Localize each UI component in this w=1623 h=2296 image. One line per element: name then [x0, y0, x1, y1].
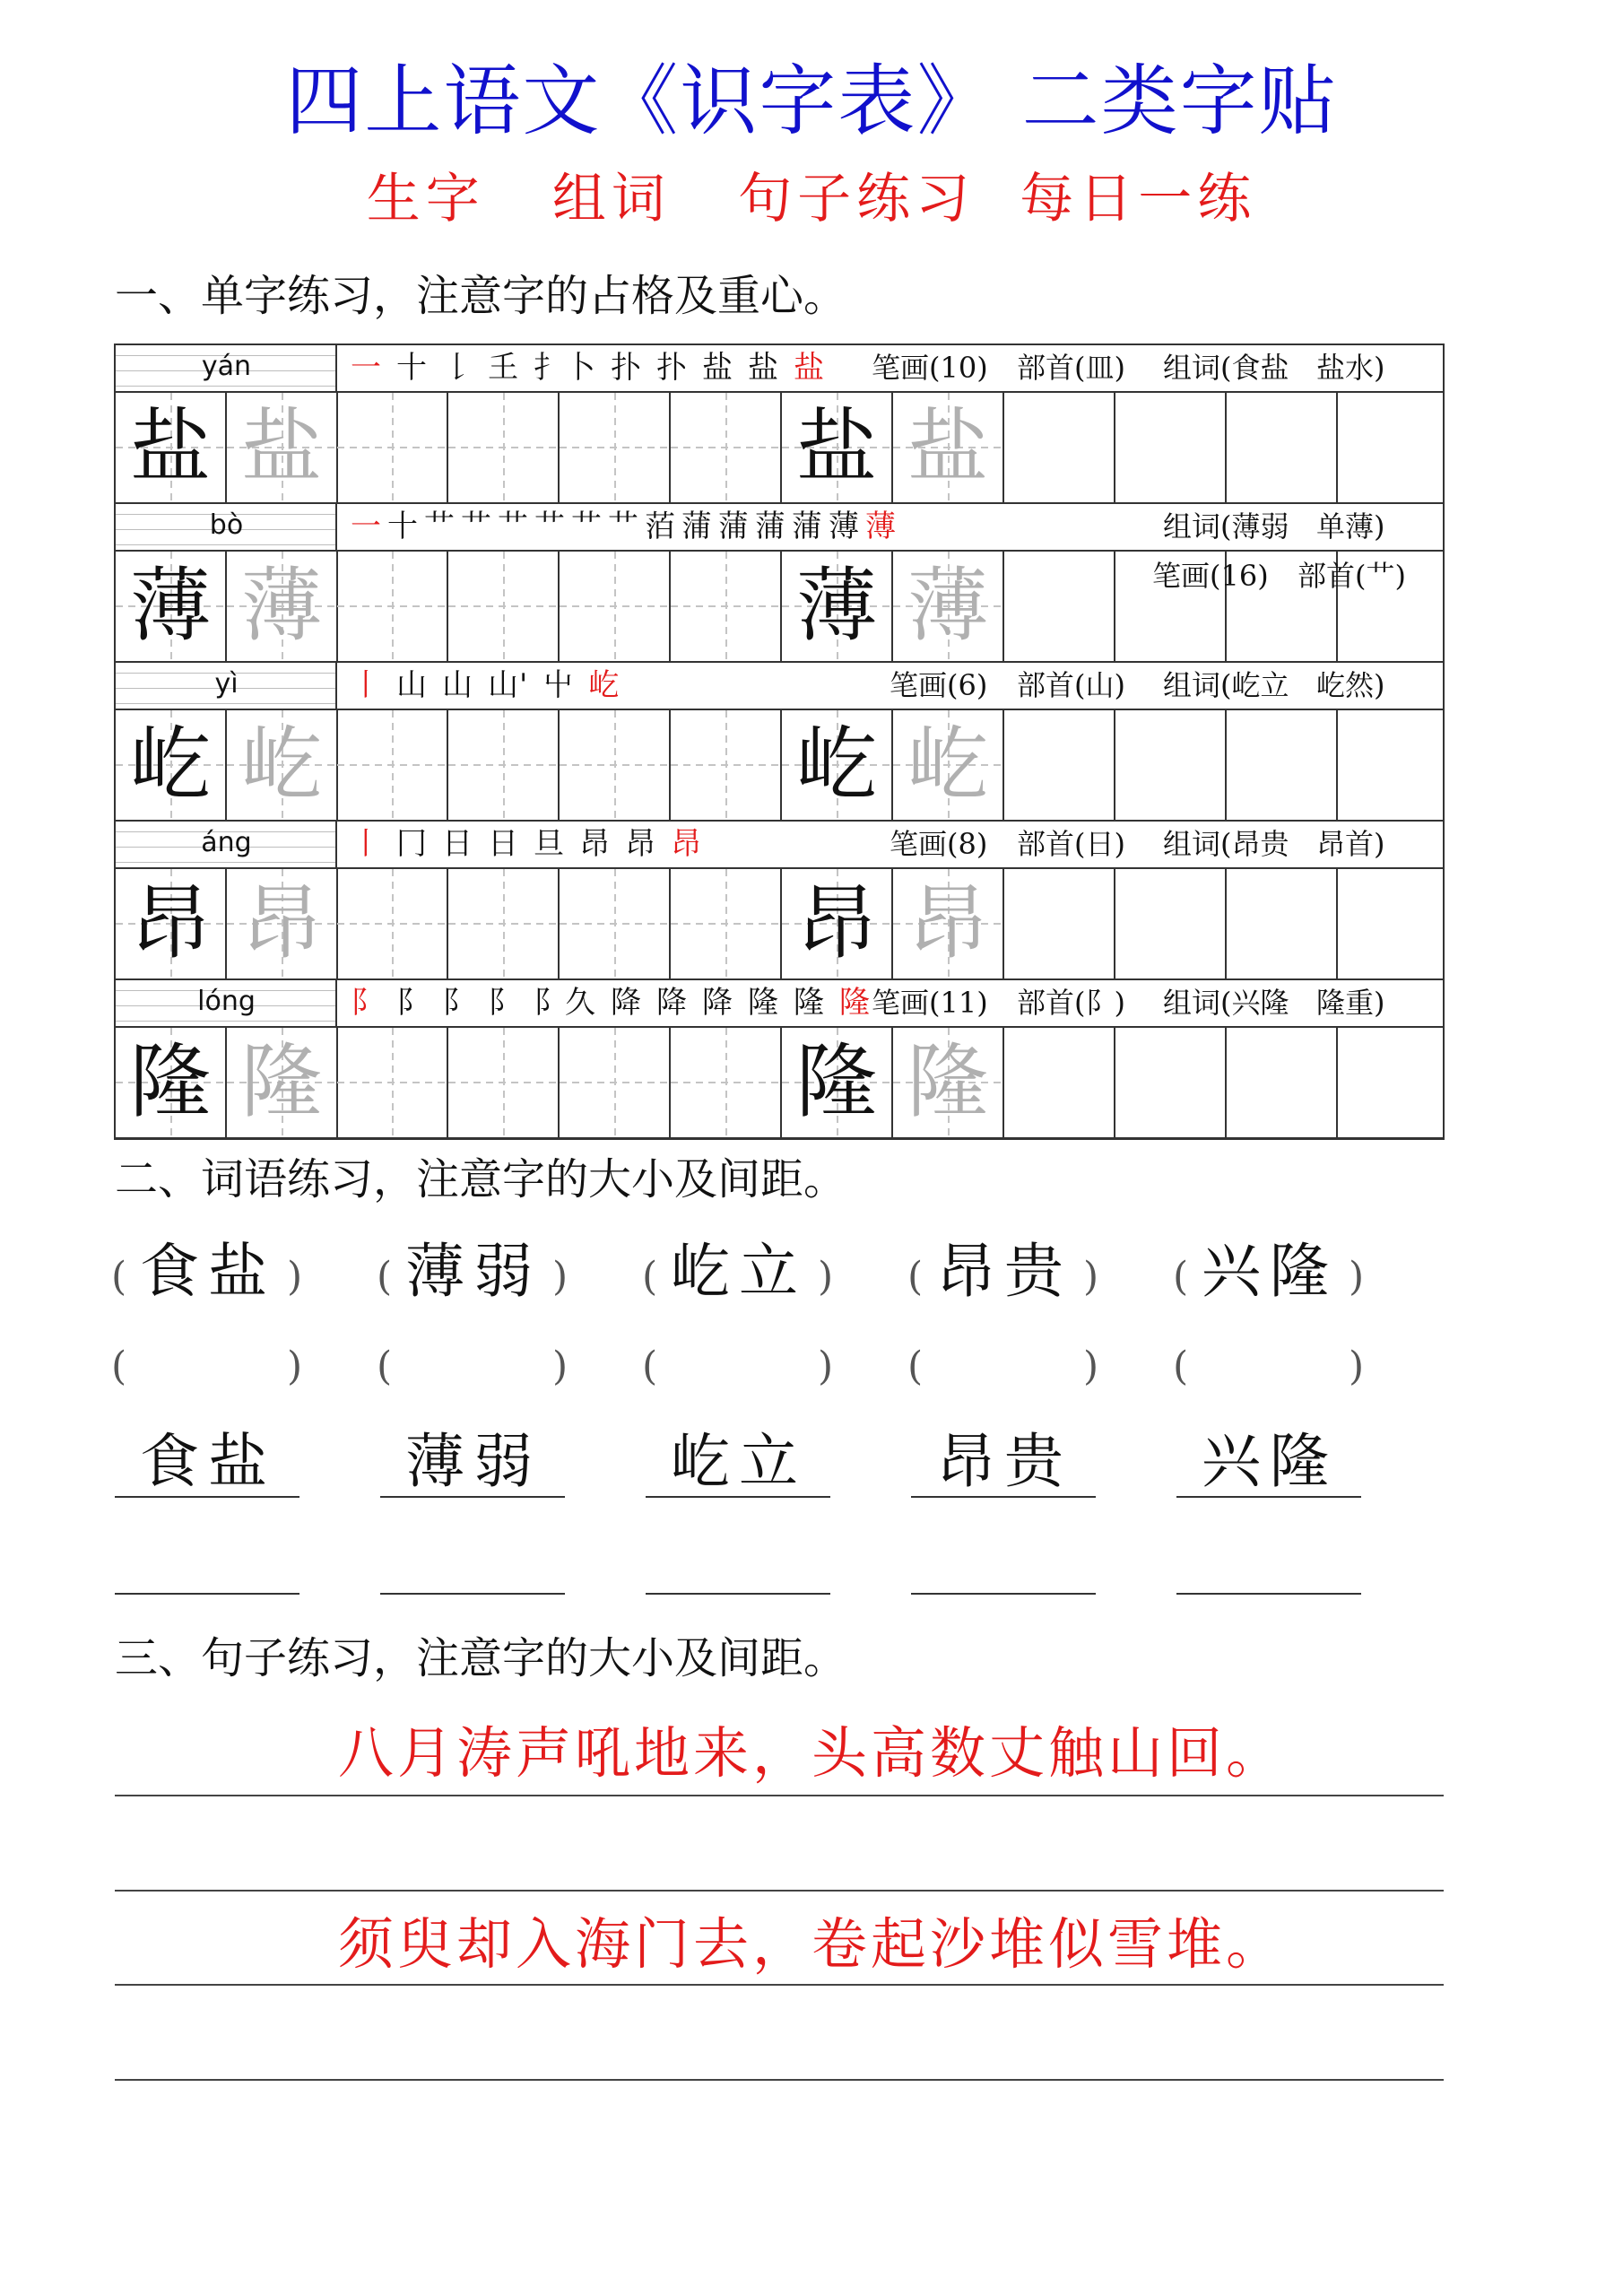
close-paren: )	[1083, 1344, 1099, 1389]
character-practice-grid	[114, 344, 1445, 1140]
model-character: 隆	[796, 1035, 877, 1129]
stroke-step: 艹	[534, 509, 566, 544]
practice-cell[interactable]	[337, 393, 448, 502]
words-label: 组词(昂贵 昂首)	[1163, 827, 1385, 861]
radical-label: 部首(艹)	[1298, 559, 1406, 593]
stroke-step: 丨	[351, 826, 382, 862]
stroke-step: 阝	[351, 985, 382, 1021]
practice-cell[interactable]	[782, 710, 893, 820]
practice-cell[interactable]	[448, 869, 560, 978]
pinyin-label: lóng	[197, 986, 256, 1017]
model-character: 昂	[130, 876, 211, 970]
word-in-paren: 薄弱	[405, 1237, 542, 1306]
stroke-count-label: 笔画(10)	[872, 351, 988, 385]
close-paren: )	[1083, 1254, 1099, 1300]
page-title: 四上语文《识字表》 二类字贴	[285, 57, 1338, 146]
stroke-step: 盐	[794, 350, 825, 386]
model-character: 薄	[130, 559, 211, 653]
words-label: 组词(薄弱 单薄)	[1163, 509, 1385, 544]
word-on-line: 薄弱	[405, 1427, 542, 1496]
stroke-step: 蒲	[718, 509, 750, 544]
stroke-count-label: 笔画(11)	[872, 986, 988, 1020]
stroke-step: 艹	[461, 509, 492, 544]
stroke-step: 艹	[424, 509, 456, 544]
sentence-2: 须臾却入海门去，卷起沙堆似雪堆。	[337, 1911, 1285, 1977]
stroke-count-label: 笔画(6)	[890, 668, 988, 702]
practice-cell[interactable]	[337, 869, 448, 978]
practice-cell[interactable]	[116, 552, 227, 661]
stroke-step: 盐	[748, 350, 779, 386]
practice-cell[interactable]	[560, 869, 671, 978]
stroke-step: 山	[396, 667, 428, 703]
close-paren: )	[552, 1254, 568, 1300]
stroke-step: 𡈼	[488, 350, 519, 386]
open-paren: (	[377, 1254, 393, 1300]
pinyin-label: áng	[201, 827, 252, 858]
stroke-step: 降	[656, 985, 688, 1021]
stroke-step: 昂	[671, 826, 702, 862]
open-paren: (	[907, 1254, 924, 1300]
practice-cell[interactable]	[337, 552, 448, 661]
stroke-step: 降	[611, 985, 642, 1021]
blank-underline[interactable]	[115, 1593, 299, 1595]
page-subtitle: 生字 组词 句子练习 每日一练	[366, 168, 1257, 230]
stroke-step: 旦	[534, 826, 565, 862]
practice-cell[interactable]	[1004, 710, 1115, 820]
practice-cell[interactable]	[560, 1028, 671, 1137]
stroke-step: 蒲	[792, 509, 823, 544]
pinyin-box	[116, 980, 337, 1026]
close-paren: )	[818, 1344, 834, 1389]
model-character: 屹	[130, 718, 211, 812]
info-row	[116, 504, 1443, 552]
words-label: 组词(兴隆 隆重)	[1163, 986, 1385, 1020]
model-character: 屹	[796, 718, 877, 812]
practice-cell[interactable]	[671, 710, 782, 820]
blank-underline[interactable]	[380, 1593, 565, 1595]
stroke-step: 𠄌	[442, 350, 473, 386]
practice-cell[interactable]	[1004, 869, 1115, 978]
stroke-step: 隆	[748, 985, 779, 1021]
pinyin-label: yán	[201, 351, 252, 382]
practice-cell[interactable]	[227, 552, 338, 661]
practice-cell[interactable]	[671, 869, 782, 978]
open-paren: (	[111, 1254, 127, 1300]
practice-cell[interactable]	[116, 710, 227, 820]
stroke-step: 昂	[625, 826, 656, 862]
stroke-order-sequence	[351, 984, 885, 1022]
trace-character: 昂	[241, 876, 322, 970]
practice-cell[interactable]	[893, 869, 1004, 978]
practice-cell[interactable]	[560, 710, 671, 820]
practice-cell[interactable]	[116, 1028, 227, 1137]
word-on-line: 屹立	[671, 1427, 807, 1496]
stroke-step: 十	[387, 509, 419, 544]
open-paren: (	[642, 1254, 658, 1300]
word-underline	[380, 1496, 565, 1498]
trace-character: 屹	[241, 718, 322, 812]
stroke-step: 一	[351, 509, 382, 544]
radical-label: 部首(皿)	[1017, 351, 1125, 385]
pinyin-box	[116, 504, 337, 550]
model-character: 隆	[130, 1035, 211, 1129]
stroke-step: 一	[351, 350, 382, 386]
info-row	[116, 980, 1443, 1028]
trace-character: 昂	[907, 876, 988, 970]
practice-cell[interactable]	[671, 393, 782, 502]
stroke-step: 阝	[488, 985, 519, 1021]
practice-row	[116, 393, 1443, 504]
practice-cell[interactable]	[116, 869, 227, 978]
section-1-heading: 一、单字练习，注意字的占格及重心。	[115, 271, 847, 321]
trace-character: 盐	[241, 400, 322, 494]
stroke-count-label: 笔画(16)	[1152, 559, 1269, 593]
word-underline	[1176, 1496, 1361, 1498]
stroke-count-label: 笔画(8)	[890, 827, 988, 861]
writing-line	[115, 1795, 1444, 1796]
trace-character: 隆	[907, 1035, 988, 1129]
practice-cell[interactable]	[893, 1028, 1004, 1137]
writing-line	[115, 1984, 1444, 1986]
radical-label: 部首(山)	[1017, 668, 1125, 702]
practice-cell[interactable]	[337, 710, 448, 820]
stroke-step: 屹	[588, 667, 621, 703]
stroke-order-sequence	[351, 508, 902, 545]
stroke-order-sequence	[351, 825, 716, 863]
stroke-step: 阝	[442, 985, 473, 1021]
practice-cell[interactable]	[1115, 1028, 1227, 1137]
radical-label: 部首(阝)	[1017, 986, 1125, 1020]
stroke-step: 十	[396, 350, 428, 386]
practice-cell[interactable]	[448, 710, 560, 820]
practice-cell[interactable]	[893, 552, 1004, 661]
practice-row	[116, 869, 1443, 980]
model-character: 薄	[796, 559, 877, 653]
blank-underline[interactable]	[646, 1593, 830, 1595]
pinyin-box	[116, 663, 337, 709]
section-2-heading: 二、词语练习，注意字的大小及间距。	[115, 1154, 847, 1205]
word-on-line: 兴隆	[1202, 1427, 1338, 1496]
close-paren: )	[1349, 1254, 1365, 1300]
stroke-step: 隆	[839, 985, 871, 1021]
stroke-step: 屮	[542, 667, 575, 703]
practice-cell[interactable]	[893, 393, 1004, 502]
practice-cell[interactable]	[671, 1028, 782, 1137]
practice-cell[interactable]	[1004, 552, 1115, 661]
stroke-step: 隆	[794, 985, 825, 1021]
practice-cell[interactable]	[782, 1028, 893, 1137]
stroke-order-sequence	[351, 349, 839, 387]
model-character: 昂	[796, 876, 877, 970]
practice-cell[interactable]	[1004, 1028, 1115, 1137]
info-row	[116, 345, 1443, 393]
stroke-step: 日	[442, 826, 473, 862]
close-paren: )	[1349, 1344, 1365, 1389]
stroke-step: 扑	[656, 350, 688, 386]
practice-cell[interactable]	[227, 1028, 338, 1137]
practice-cell[interactable]	[1115, 710, 1227, 820]
practice-cell[interactable]	[782, 552, 893, 661]
practice-cell[interactable]	[448, 552, 560, 661]
trace-character: 隆	[241, 1035, 322, 1129]
stroke-step: 山'	[488, 667, 529, 703]
practice-cell[interactable]	[1227, 1028, 1338, 1137]
model-character: 盐	[796, 400, 877, 494]
stroke-step: 蒲	[755, 509, 786, 544]
pinyin-label: yì	[214, 668, 239, 700]
practice-row	[116, 710, 1443, 822]
word-on-line: 昂贵	[936, 1427, 1072, 1496]
stroke-order-sequence	[351, 666, 634, 704]
stroke-step: 阝	[396, 985, 428, 1021]
practice-cell[interactable]	[560, 552, 671, 661]
practice-cell[interactable]	[1338, 393, 1449, 502]
practice-cell[interactable]	[1227, 869, 1338, 978]
practice-cell[interactable]	[1115, 393, 1227, 502]
open-paren: (	[642, 1344, 658, 1389]
stroke-step: 阝久	[534, 985, 596, 1021]
practice-cell[interactable]	[560, 393, 671, 502]
word-in-paren: 兴隆	[1202, 1237, 1338, 1306]
sentence-1: 八月涛声吼地来，头高数丈触山回。	[337, 1720, 1285, 1786]
open-paren: (	[1173, 1254, 1189, 1300]
practice-cell[interactable]	[1227, 393, 1338, 502]
stroke-step: 昂	[579, 826, 611, 862]
practice-cell[interactable]	[227, 869, 338, 978]
practice-cell[interactable]	[1338, 1028, 1449, 1137]
blank-underline[interactable]	[1176, 1593, 1361, 1595]
close-paren: )	[287, 1254, 303, 1300]
practice-cell[interactable]	[1338, 869, 1449, 978]
writing-line	[115, 2079, 1444, 2081]
info-row	[116, 822, 1443, 869]
radical-label: 部首(日)	[1017, 827, 1125, 861]
model-character: 盐	[130, 400, 211, 494]
practice-cell[interactable]	[1338, 710, 1449, 820]
word-underline	[646, 1496, 830, 1498]
practice-cell[interactable]	[1004, 393, 1115, 502]
practice-cell[interactable]	[227, 710, 338, 820]
pinyin-box	[116, 822, 337, 867]
word-in-paren: 昂贵	[936, 1237, 1072, 1306]
writing-line	[115, 1890, 1444, 1892]
practice-cell[interactable]	[337, 1028, 448, 1137]
practice-cell[interactable]	[448, 1028, 560, 1137]
blank-underline[interactable]	[911, 1593, 1096, 1595]
open-paren: (	[1173, 1344, 1189, 1389]
pinyin-label: bò	[209, 509, 244, 541]
stroke-step: 萡	[645, 509, 676, 544]
stroke-step: 艹	[571, 509, 603, 544]
open-paren: (	[907, 1344, 924, 1389]
open-paren: (	[111, 1344, 127, 1389]
practice-cell[interactable]	[227, 393, 338, 502]
word-in-paren: 食盐	[140, 1237, 276, 1306]
stroke-step: 艹	[608, 509, 639, 544]
stroke-step: 丨	[351, 667, 382, 703]
close-paren: )	[287, 1344, 303, 1389]
section-3-heading: 三、句子练习，注意字的大小及间距。	[115, 1633, 847, 1683]
words-label: 组词(屹立 屹然)	[1163, 668, 1385, 702]
stroke-step: 蒲	[681, 509, 713, 544]
practice-row	[116, 552, 1443, 663]
stroke-step: 降	[702, 985, 733, 1021]
practice-cell[interactable]	[1115, 869, 1227, 978]
stroke-step: 盐	[702, 350, 733, 386]
trace-character: 薄	[907, 559, 988, 653]
practice-cell[interactable]	[1227, 710, 1338, 820]
practice-cell[interactable]	[116, 393, 227, 502]
word-on-line: 食盐	[140, 1427, 276, 1496]
practice-cell[interactable]	[448, 393, 560, 502]
stroke-step: 日	[488, 826, 519, 862]
practice-cell[interactable]	[782, 393, 893, 502]
practice-row	[116, 1028, 1443, 1139]
words-label: 组词(食盐 盐水)	[1163, 351, 1385, 385]
info-row	[116, 663, 1443, 710]
close-paren: )	[552, 1344, 568, 1389]
practice-cell[interactable]	[782, 869, 893, 978]
pinyin-box	[116, 345, 337, 391]
stroke-step: 薄	[865, 509, 897, 544]
practice-cell[interactable]	[671, 552, 782, 661]
practice-cell[interactable]	[893, 710, 1004, 820]
trace-character: 薄	[241, 559, 322, 653]
close-paren: )	[818, 1254, 834, 1300]
word-underline	[115, 1496, 299, 1498]
stroke-step: 山	[442, 667, 473, 703]
trace-character: 盐	[907, 400, 988, 494]
word-underline	[911, 1496, 1096, 1498]
stroke-step: 薄	[829, 509, 860, 544]
stroke-step: 扑	[611, 350, 642, 386]
stroke-step: 艹	[498, 509, 529, 544]
trace-character: 屹	[907, 718, 988, 812]
stroke-step: 扌卜	[534, 350, 596, 386]
stroke-step: 冂	[396, 826, 428, 862]
word-in-paren: 屹立	[671, 1237, 807, 1306]
open-paren: (	[377, 1344, 393, 1389]
